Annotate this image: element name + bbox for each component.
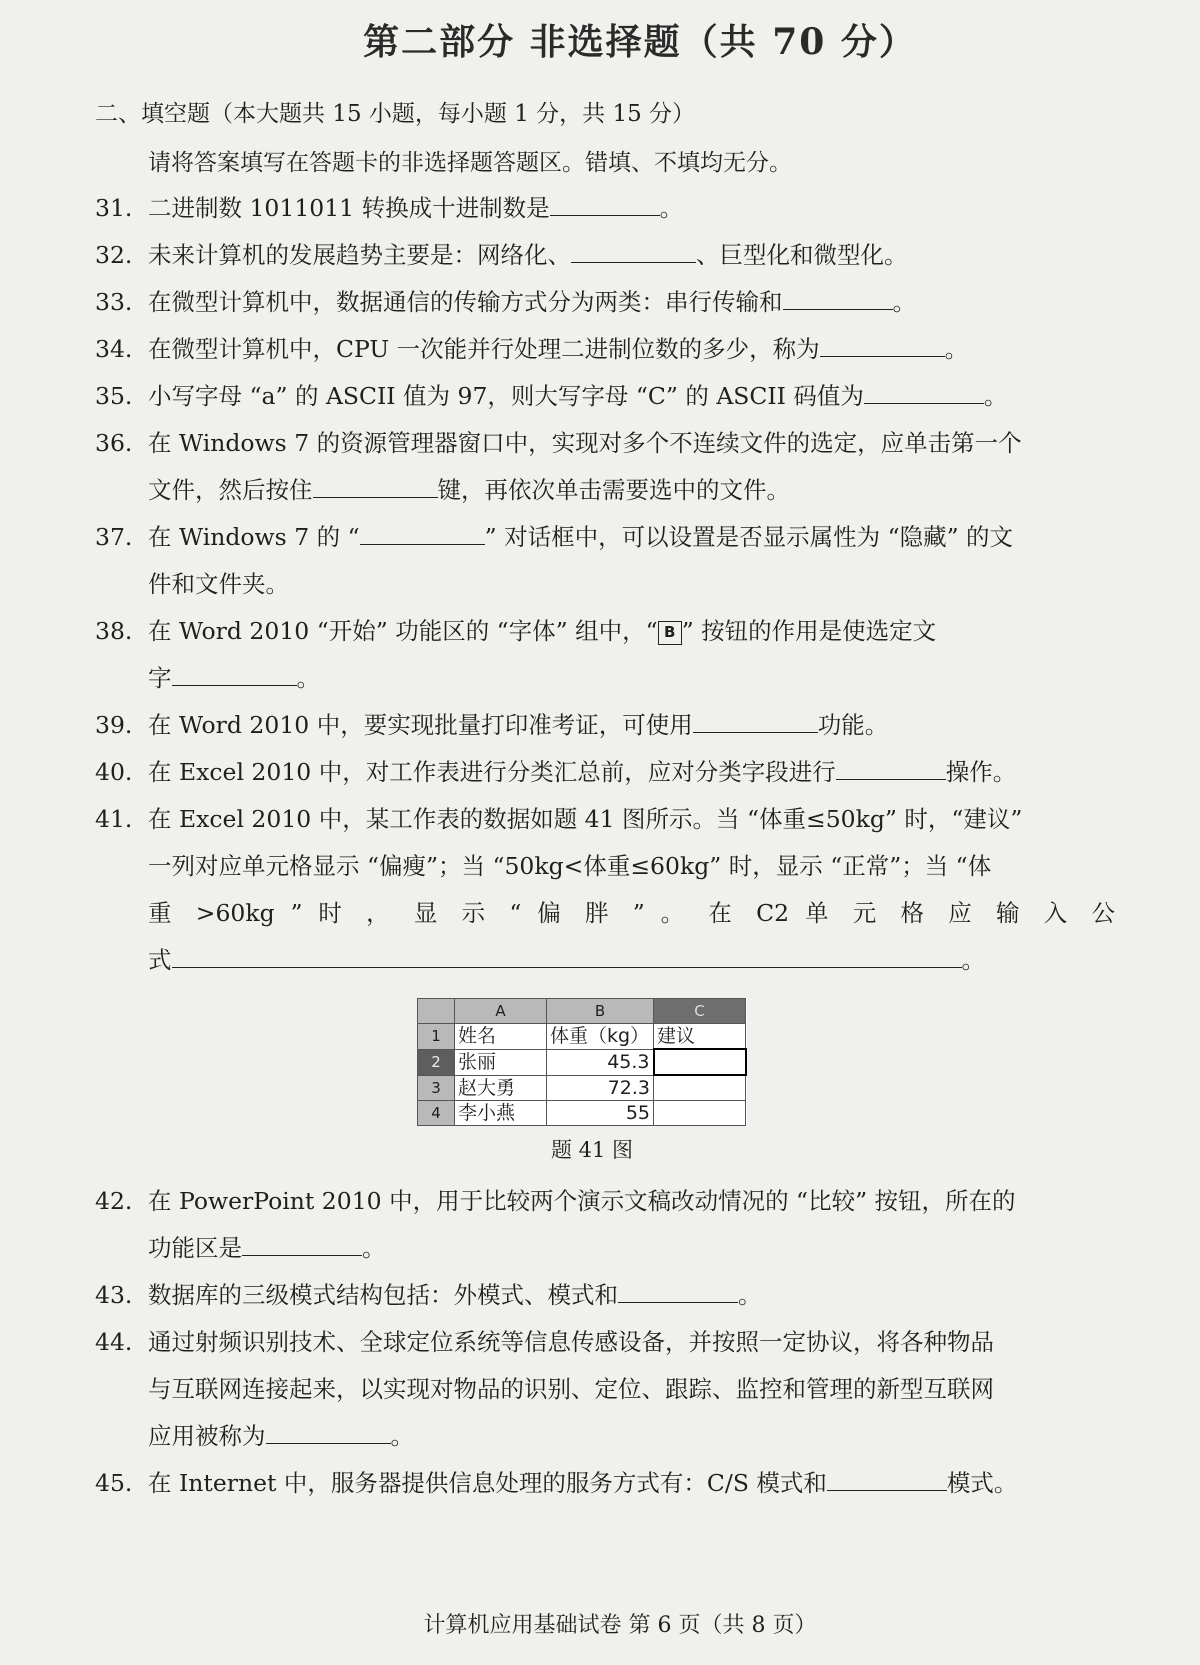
column-header: B	[547, 999, 654, 1024]
figure-41	[417, 998, 767, 1164]
question-text: 应用被称为	[148, 1422, 266, 1450]
bold-button-icon: B	[658, 621, 682, 645]
question-text-end: 、巨型化和微型化。	[696, 241, 908, 269]
question-text: 在微型计算机中，CPU 一次能并行处理二进制位数的多少，称为	[148, 335, 820, 363]
question-number: 45.	[95, 1469, 133, 1497]
question-text-end: 。	[944, 335, 969, 363]
question-text-end: 。	[362, 1234, 386, 1262]
question-32	[95, 232, 1115, 279]
spreadsheet-table	[417, 998, 747, 1126]
answer-blank	[618, 1279, 738, 1304]
question-text: 一列对应单元格显示 “偏瘦”；当 “50kg<体重≤60kg” 时，显示 “正常”；当 “体	[148, 852, 992, 880]
question-40	[95, 749, 1115, 796]
answer-blank	[360, 521, 485, 546]
question-text-end: 。	[390, 1422, 414, 1450]
question-text-end: 。	[738, 1281, 762, 1309]
question-text: 在 Excel 2010 中，对工作表进行分类汇总前，应对分类字段进行	[148, 758, 836, 786]
question-text-end: 操作。	[945, 758, 1017, 786]
question-39	[95, 702, 1115, 749]
question-text: 与互联网连接起来，以实现对物品的识别、定位、跟踪、监控和管理的新型互联网	[148, 1375, 994, 1403]
table-cell: 45.3	[547, 1049, 654, 1075]
table-cell: 姓名	[455, 1024, 547, 1050]
question-33	[95, 279, 1115, 326]
question-31	[95, 185, 1115, 232]
section-heading: 二、填空题（本大题共 15 小题，每小题 1 分，共 15 分）	[95, 101, 696, 127]
question-text: 小写字母 “a” 的 ASCII 值为 97，则大写字母 “C” 的 ASCII 码值为	[148, 382, 864, 410]
question-37	[95, 514, 1115, 608]
question-text-end: 。	[983, 382, 1008, 410]
question-text: 在微型计算机中，数据通信的传输方式分为两类：串行传输和	[148, 288, 783, 316]
question-text: ” 对话框中，可以设置是否显示属性为 “隐藏” 的文	[484, 523, 1014, 551]
question-text: 在 Internet 中，服务器提供信息处理的服务方式有：C/S 模式和	[148, 1469, 827, 1497]
answer-blank	[783, 286, 893, 311]
row-header-selected: 2	[418, 1049, 455, 1075]
table-cell: 55	[547, 1101, 654, 1126]
question-number: 32.	[95, 241, 133, 269]
table-cell: 72.3	[547, 1075, 654, 1101]
question-text: 功能区是	[148, 1234, 242, 1262]
answer-blank	[571, 239, 696, 264]
question-text-end: 键，再依次单击需要选中的文件。	[437, 476, 790, 504]
question-number: 44.	[95, 1328, 133, 1356]
question-text-end: 。	[961, 946, 985, 974]
question-text: 在 Windows 7 的资源管理器窗口中，实现对多个不连续文件的选定，应单击第一个	[148, 429, 1022, 457]
question-list	[95, 185, 1115, 1507]
table-row	[418, 1024, 746, 1050]
answer-blank	[864, 380, 984, 405]
page-footer: 计算机应用基础试卷 第 6 页（共 8 页）	[423, 1613, 817, 1638]
answer-blank	[313, 474, 438, 499]
question-44	[95, 1319, 1115, 1460]
answer-blank	[172, 662, 297, 687]
page-title: 第二部分 非选择题（共 70 分）	[363, 21, 917, 63]
table-cell: 张丽	[455, 1049, 547, 1075]
table-cell	[654, 1101, 746, 1126]
question-38	[95, 608, 1115, 702]
question-text: 式	[148, 946, 172, 974]
question-text: 在 PowerPoint 2010 中，用于比较两个演示文稿改动情况的 “比较” 按钮，所在的	[148, 1187, 1016, 1215]
question-35	[95, 373, 1115, 420]
question-number: 33.	[95, 288, 133, 316]
question-41	[95, 796, 1115, 984]
corner-cell	[418, 999, 455, 1024]
question-number: 40.	[95, 758, 133, 786]
column-header-selected: C	[654, 999, 746, 1024]
question-text: 数据库的三级模式结构包括：外模式、模式和	[148, 1281, 618, 1309]
answer-blank	[242, 1232, 362, 1257]
question-43	[95, 1272, 1115, 1319]
row-header: 1	[418, 1024, 455, 1050]
answer-blank	[172, 944, 962, 969]
question-text: 重 >60kg ” 时 ， 显 示 “ 偏 胖 ” 。 在 C2 单 元 格 应 输 入 公	[148, 899, 1115, 927]
question-text: 在 Windows 7 的 “	[148, 523, 360, 551]
question-text: 字	[148, 664, 172, 692]
question-text-end: 功能。	[817, 711, 889, 739]
question-number: 43.	[95, 1281, 133, 1309]
active-cell	[654, 1049, 746, 1075]
answer-blank	[836, 756, 946, 781]
answer-blank	[820, 333, 945, 358]
question-number: 37.	[95, 523, 133, 551]
question-34	[95, 326, 1115, 373]
question-text-end: 。	[296, 664, 320, 692]
question-45	[95, 1460, 1115, 1507]
question-text: 文件，然后按住	[148, 476, 313, 504]
table-row	[418, 1049, 746, 1075]
question-36	[95, 420, 1115, 514]
answer-blank	[550, 192, 660, 217]
question-text-end: 。	[659, 194, 684, 222]
question-text-end: 。	[892, 288, 916, 316]
figure-caption: 题 41 图	[550, 1138, 634, 1162]
table-cell: 赵大勇	[455, 1075, 547, 1101]
table-cell: 建议	[654, 1024, 746, 1050]
row-header: 4	[418, 1101, 455, 1126]
question-number: 41.	[95, 805, 133, 833]
question-text: 通过射频识别技术、全球定位系统等信息传感设备，并按照一定协议，将各种物品	[148, 1328, 994, 1356]
question-text: 在 Word 2010 “开始” 功能区的 “字体” 组中，“	[148, 617, 658, 645]
answer-blank	[693, 709, 818, 734]
question-text: 未来计算机的发展趋势主要是：网络化、	[148, 241, 571, 269]
section-instruction: 请将答案填写在答题卡的非选择题答题区。错填、不填均无分。	[148, 150, 792, 176]
table-row	[418, 1101, 746, 1126]
table-cell	[654, 1075, 746, 1101]
question-number: 34.	[95, 335, 133, 363]
question-number: 31.	[95, 194, 133, 222]
question-number: 36.	[95, 429, 133, 457]
question-text: ” 按钮的作用是使选定文	[681, 617, 937, 645]
question-text: 在 Word 2010 中，要实现批量打印准考证，可使用	[148, 711, 693, 739]
question-42	[95, 1178, 1115, 1272]
question-number: 42.	[95, 1187, 133, 1215]
question-number: 38.	[95, 617, 133, 645]
table-cell: 体重（kg）	[547, 1024, 654, 1050]
table-row	[418, 1075, 746, 1101]
column-header: A	[455, 999, 547, 1024]
answer-blank	[827, 1467, 947, 1492]
question-text: 二进制数 1011011 转换成十进制数是	[148, 194, 550, 222]
question-text-end: 件和文件夹。	[148, 570, 289, 598]
answer-blank	[266, 1420, 391, 1445]
question-number: 35.	[95, 382, 133, 410]
row-header: 3	[418, 1075, 455, 1101]
question-text: 在 Excel 2010 中，某工作表的数据如题 41 图所示。当 “体重≤50kg” 时，“建议”	[148, 805, 1023, 833]
question-text-end: 模式。	[946, 1469, 1018, 1497]
question-number: 39.	[95, 711, 133, 739]
table-cell: 李小燕	[455, 1101, 547, 1126]
